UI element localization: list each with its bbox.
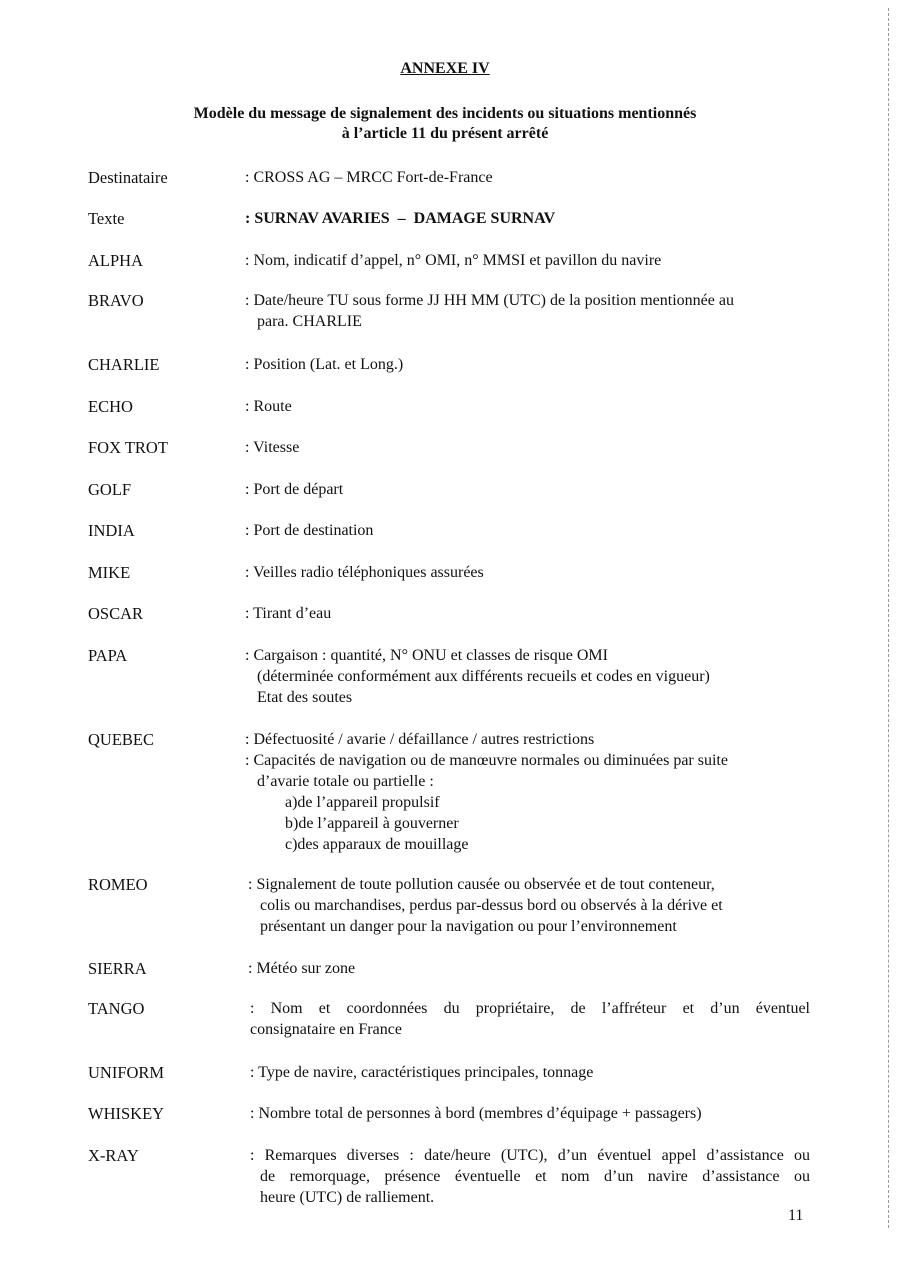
subtitle-line: Modèle du message de signalement des incidents ou situations mentionnés xyxy=(193,105,697,122)
field-description xyxy=(248,874,813,937)
field-code: INDIA xyxy=(88,521,135,540)
field-code: ROMEO xyxy=(88,875,148,894)
description-line: : Capacités de navigation ou de manœuvre normales ou diminuées par suite xyxy=(245,752,728,769)
description-line: : Type de navire, caractéristiques principales, tonnage xyxy=(250,1064,594,1081)
description-line: de remorquage, présence éventuelle et nom d’un navire d’assistance ou xyxy=(260,1168,810,1185)
field-code: Texte xyxy=(88,209,125,228)
description-line: colis ou marchandises, perdus par-dessus bord ou observés à la dérive et xyxy=(260,897,723,914)
field-description xyxy=(245,520,810,541)
field-code: TANGO xyxy=(88,999,145,1018)
description-line: présentant un danger pour la navigation ou pour l’environnement xyxy=(260,918,677,935)
field-description xyxy=(245,167,810,188)
field-description xyxy=(245,354,810,375)
field-code: CHARLIE xyxy=(88,355,160,374)
annex-title: ANNEXE IV xyxy=(400,60,490,77)
description-line: para. CHARLIE xyxy=(257,313,362,330)
field-code: Destinataire xyxy=(88,168,168,187)
description-line: : SURNAV AVARIES – DAMAGE SURNAV xyxy=(245,210,556,227)
description-line: : Défectuosité / avarie / défaillance / autres restrictions xyxy=(245,731,595,748)
description-line: : Veilles radio téléphoniques assurées xyxy=(245,564,484,581)
description-line: : Tirant d’eau xyxy=(245,605,332,622)
description-line: : Position (Lat. et Long.) xyxy=(245,356,404,373)
description-line: : Remarques diverses : date/heure (UTC), d’un éventuel appel d’assistance ou xyxy=(250,1147,810,1164)
field-description xyxy=(245,603,810,624)
scan-edge-line xyxy=(888,8,889,1228)
field-code: FOX TROT xyxy=(88,438,168,457)
description-line: consignataire en France xyxy=(250,1021,402,1038)
description-line: : Signalement de toute pollution causée ou observée et de tout conteneur, xyxy=(248,876,715,893)
field-description xyxy=(245,437,810,458)
field-description xyxy=(245,645,810,708)
field-description xyxy=(245,479,810,500)
document-subtitle xyxy=(0,104,890,144)
field-code: ALPHA xyxy=(88,251,144,270)
field-description xyxy=(250,1103,815,1124)
description-line: : Cargaison : quantité, N° ONU et classes de risque OMI xyxy=(245,647,608,664)
field-code: WHISKEY xyxy=(88,1104,165,1123)
description-line: heure (UTC) de ralliement. xyxy=(260,1189,435,1206)
field-description xyxy=(245,250,810,271)
description-line: (déterminée conformément aux différents recueils et codes en vigueur) xyxy=(257,668,710,685)
field-code: X-RAY xyxy=(88,1146,139,1165)
subtitle-line: à l’article 11 du présent arrêté xyxy=(341,125,549,142)
field-code: BRAVO xyxy=(88,291,144,310)
description-line: b)de l’appareil à gouverner xyxy=(285,815,459,832)
description-line: : Port de destination xyxy=(245,522,374,539)
description-line: : Vitesse xyxy=(245,439,300,456)
description-line: : Nom et coordonnées du propriétaire, de l’affréteur et d’un éventuel xyxy=(250,1000,810,1017)
field-code: QUEBEC xyxy=(88,730,154,749)
field-code: SIERRA xyxy=(88,959,147,978)
description-line: : Date/heure TU sous forme JJ HH MM (UTC) de la position mentionnée au xyxy=(245,292,734,309)
description-line: : Port de départ xyxy=(245,481,344,498)
field-description xyxy=(250,998,810,1040)
field-description xyxy=(245,562,810,583)
field-description xyxy=(245,290,810,332)
description-line: : Nom, indicatif d’appel, n° OMI, n° MMSI et pavillon du navire xyxy=(245,252,662,269)
description-line: c)des apparaux de mouillage xyxy=(285,836,469,853)
page-number: 11 xyxy=(788,1207,804,1224)
description-line: : CROSS AG – MRCC Fort-de-France xyxy=(245,169,493,186)
field-description xyxy=(245,729,810,855)
field-description xyxy=(250,1062,815,1083)
field-code: MIKE xyxy=(88,563,131,582)
field-description xyxy=(245,396,810,417)
description-line: : Météo sur zone xyxy=(248,960,356,977)
field-code: GOLF xyxy=(88,480,132,499)
description-line: : Route xyxy=(245,398,292,415)
description-line: : Nombre total de personnes à bord (membres d’équipage + passagers) xyxy=(250,1105,702,1122)
description-line: a)de l’appareil propulsif xyxy=(285,794,440,811)
description-line: Etat des soutes xyxy=(257,689,353,706)
field-code: UNIFORM xyxy=(88,1063,165,1082)
field-code: PAPA xyxy=(88,646,128,665)
field-code: ECHO xyxy=(88,397,133,416)
field-description xyxy=(248,958,813,979)
field-description xyxy=(245,208,810,229)
field-description xyxy=(250,1145,810,1208)
field-code: OSCAR xyxy=(88,604,144,623)
description-line: d’avarie totale ou partielle : xyxy=(257,773,434,790)
